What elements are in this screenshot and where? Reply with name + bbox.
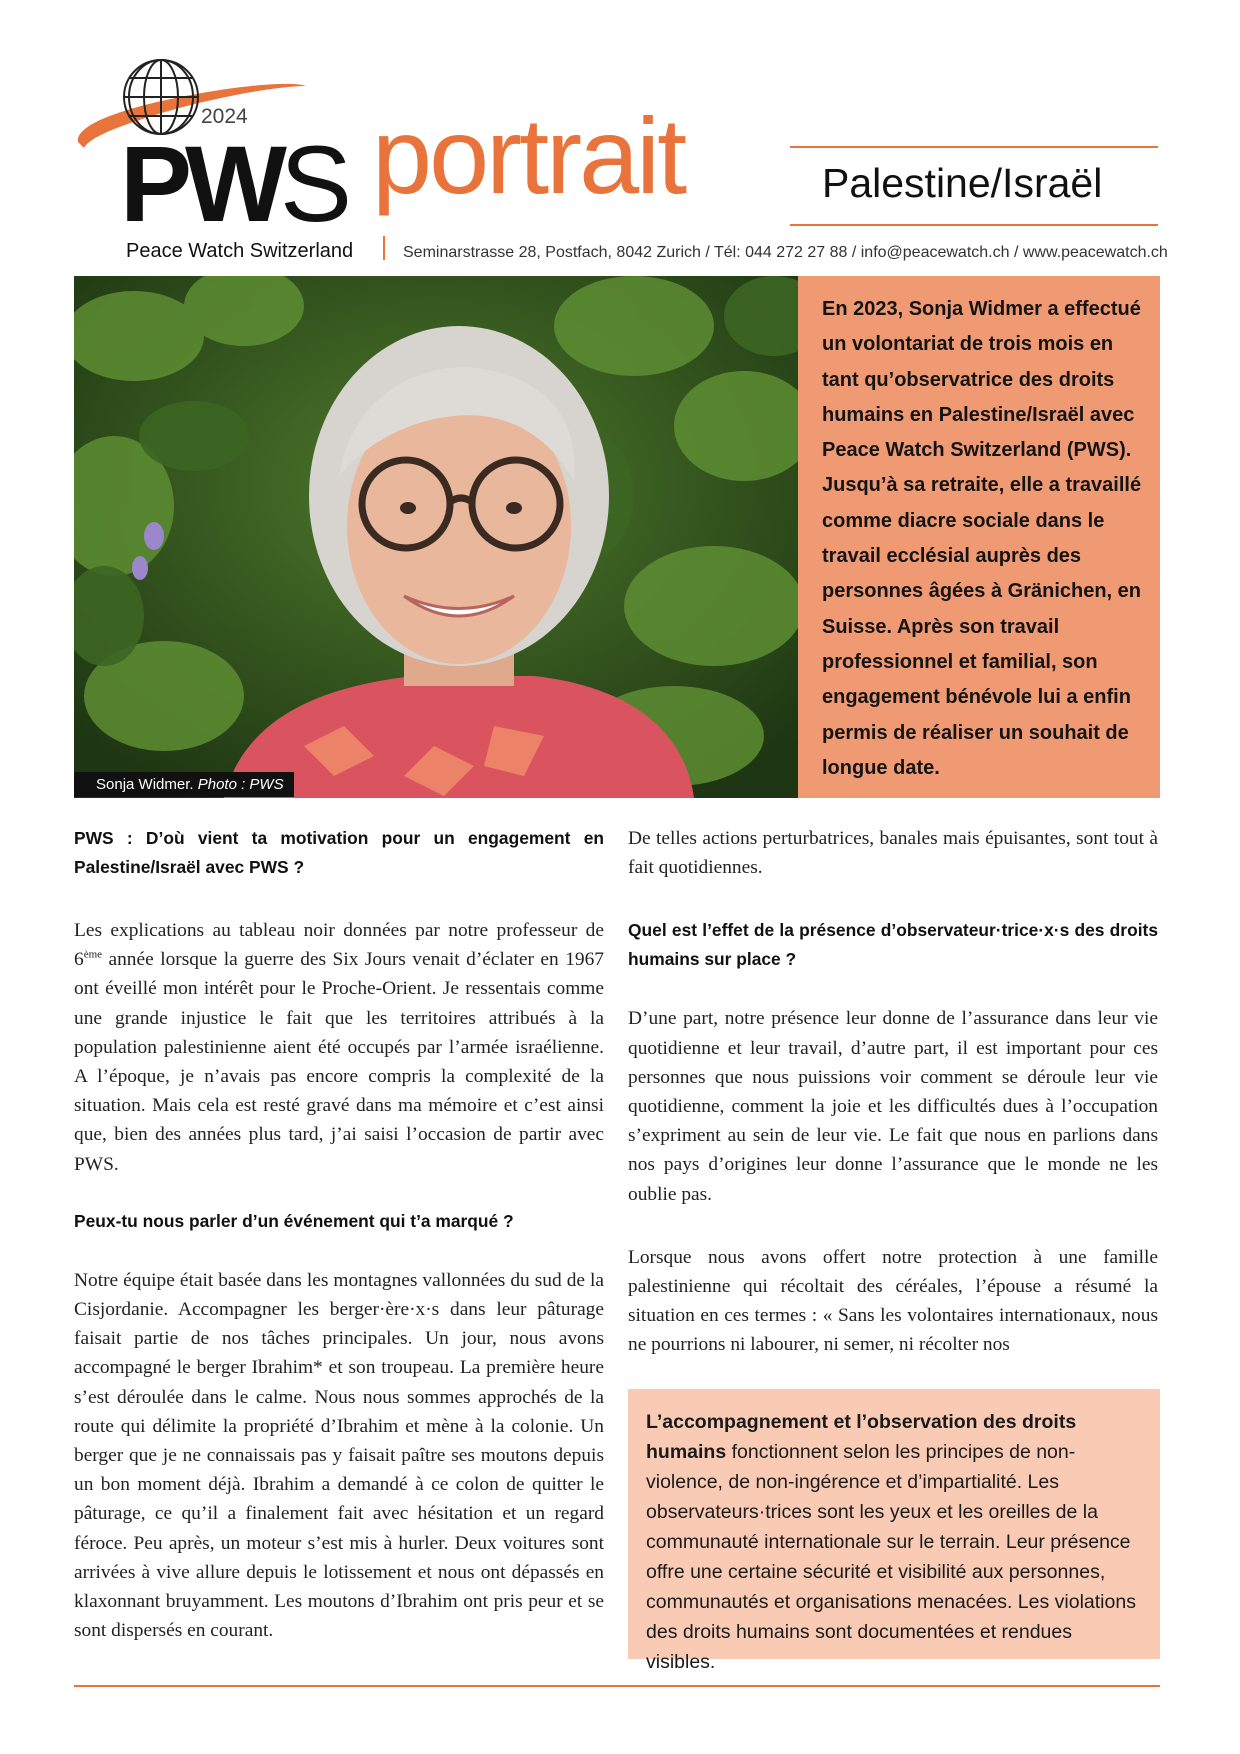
info-text-body: fonctionnent selon les principes de non-violence, de non-ingérence et d’impartialité. Les observateurs·trices sont les yeux et les oreilles de la communauté internationale sur le terrain. Leur présence offre une certaine sécurité et visibilité aux personnes, communautés et organisations menacées. Les violations des droits humains sont documentées et rendues visibles. xyxy=(646,1441,1136,1673)
answer-event-continued: De telles actions perturbatrices, banales mais épuisantes, sont tout à fait quotidiennes. xyxy=(628,828,1158,879)
logo-wordmark xyxy=(120,123,353,244)
answer-motivation xyxy=(74,916,604,1179)
header-divider xyxy=(383,236,385,260)
contact-address: Seminarstrasse 28, Postfach, 8042 Zurich / Tél: 044 272 27 88 / info@peacewatch.ch / www.peacewatch.ch xyxy=(403,244,1168,261)
left-column xyxy=(74,824,604,1645)
edition-year: 2024 xyxy=(201,105,248,128)
footer-rule xyxy=(74,1685,1160,1687)
answer-event: Notre équipe était basée dans les montagnes vallonnées du sud de la Cisjordanie. Accompagner les berger·ère·x·s dans leur pâturage faisait partie de nos tâches principales. Un jour, nous avons accompagné le berger Ibrahim* et son troupeau. La première heure s’est déroulée dans le calme. Nous nous sommes approchés de la route qui délimite la propriété d’Ibrahim et mène à la colonie. Un berger que je ne connaissais pas y faisait paître ses moutons depuis un bon moment déjà. Ibrahim a demandé à ce colon de quitter le pâturage, ce qu’il a finalement fait avec hésitation et un regard féroce. Peu après, un moteur s’est mis à hurler. Deux voitures sont arrivées à vive allure depuis le lotissement et nous ont dépassés en klaxonnant bruyamment. Les moutons d’Ibrahim ont pris peur et se sont dispersés en courant. xyxy=(74,1269,604,1642)
topic-rule-bottom xyxy=(790,224,1158,226)
logo-s: S xyxy=(279,123,353,244)
portrait-illustration xyxy=(74,276,798,798)
info-text xyxy=(646,1407,1146,1677)
info-box xyxy=(628,1389,1160,1673)
answer-motivation-start: Les explications au tableau noir données par notre professeur de 6 xyxy=(74,920,604,971)
question-event: Peux-tu nous parler d’un événement qui t’a marqué ? xyxy=(74,1210,514,1231)
intro-box xyxy=(798,276,1160,798)
answer-motivation-rest: année lorsque la guerre des Six Jours venait d’éclater en 1967 ont éveillé mon intérêt pour le Proche-Orient. Je ressentais comme une grande injustice le fait que les territoires attribués à la population palestinienne aient été occupés par l’armée israélienne. A l’époque, je n’avais pas encore compris la complexité de la situation. Mais cela est resté gravé dans ma mémoire et c’est ainsi que, bien des années plus tard, j’ai saisi l’occasion de partir avec PWS. xyxy=(74,949,604,1175)
info-text-bold: L’accompagnement et l’observation des droits humains xyxy=(646,1411,1077,1463)
answer-effect: D’une part, notre présence leur donne de l’assurance dans leur vie quotidienne et leur travail, d’autre part, il est important pour ces personnes que nous puissions voir comment se déroule leur vie quotidienne, comment la joie et les difficultés dues à l’occupation s’expriment au sein de leur vie. Le fait que nous en parlions dans nos pays d’origines leur donne l’assurance que le monde ne les oublie pas. xyxy=(628,1008,1158,1205)
superscript-eme: ème xyxy=(83,948,103,961)
organization-name: Peace Watch Switzerland xyxy=(126,240,354,262)
answer-effect-story: Lorsque nous avons offert notre protection à une famille palestinienne qui récoltait des céréales, l’épouse a résumé la situation en ces termes : « Sans les volontaires internationaux, nous ne pourrions ni labourer, ni semer, ni récolter nos xyxy=(628,1246,1158,1356)
topic-title: Palestine/Israël xyxy=(822,160,1103,206)
topic-rule-top xyxy=(790,146,1158,148)
portrait-photo xyxy=(74,276,798,798)
question-motivation: PWS : D’où vient ta motivation pour un engagement en Palestine/Israël avec PWS ? xyxy=(74,828,604,877)
photo-caption xyxy=(74,772,294,797)
logo-pw: PW xyxy=(120,123,280,244)
right-column xyxy=(628,824,1158,1360)
intro-text: En 2023, Sonja Widmer a effectué un volontariat de trois mois en tant qu’observatrice des droits humains en Palestine/Israël avec Peace Watch Switzerland (PWS). Jusqu’à sa retraite, elle a travaillé comme diacre sociale dans le travail ecclésial auprès des personnes âgées à Gränichen, en Suisse. Après son travail professionnel et familial, son engagement bénévole lui a enfin permis de réaliser un souhait de longue date. xyxy=(822,298,1142,779)
question-effect: Quel est l’effet de la présence d’observateur·trice·x·s des droits humains sur place ? xyxy=(628,920,1158,970)
caption-name: Sonja Widmer. xyxy=(96,776,198,793)
publication-title: portrait xyxy=(372,95,685,216)
caption-credit: Photo : PWS xyxy=(197,776,284,793)
